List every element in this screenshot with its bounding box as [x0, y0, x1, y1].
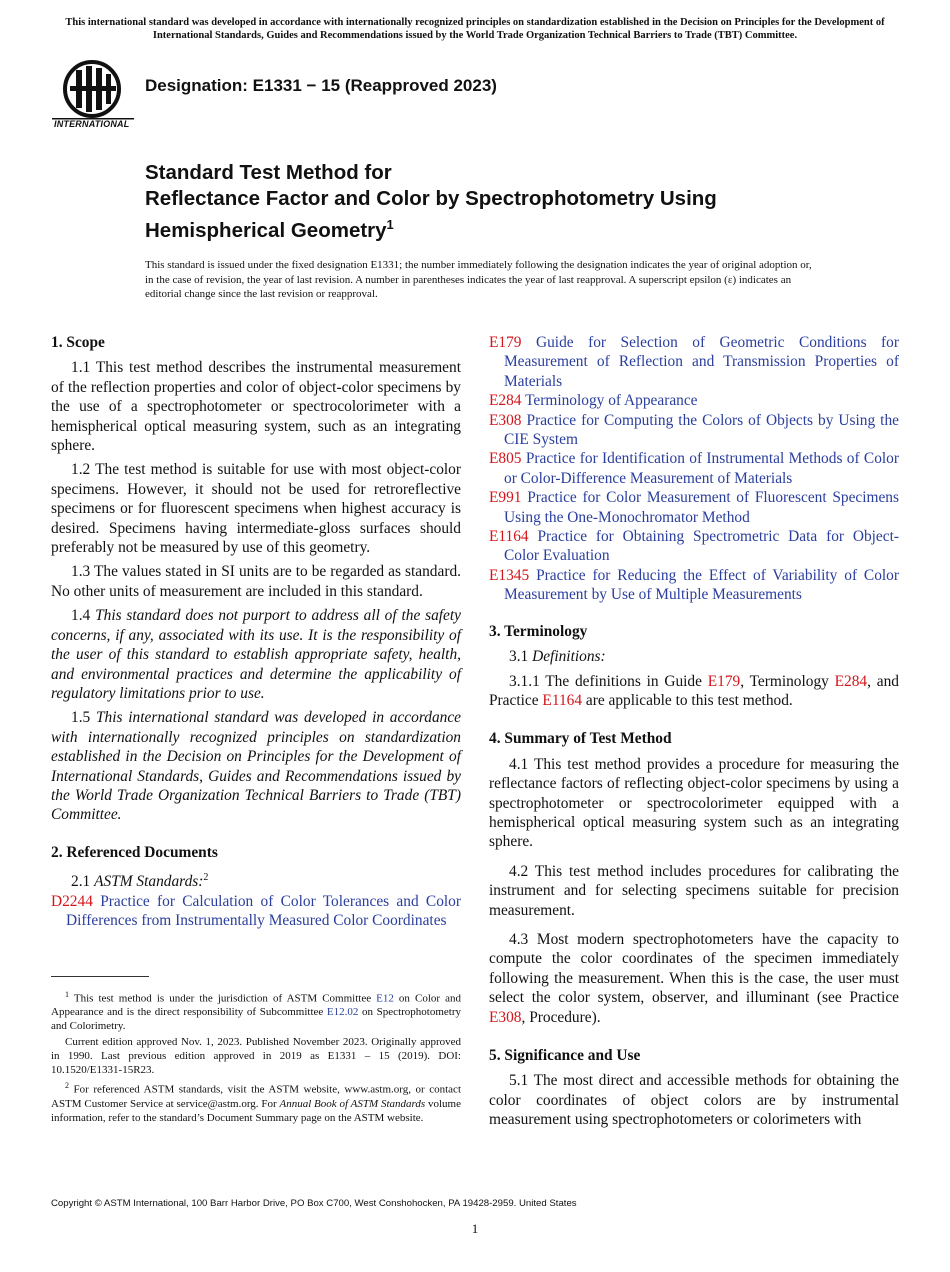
- paragraph-5-1: 5.1 The most direct and accessible methods for obtaining the color coordinates of object colors are by instrumental measurement using spectrophotometers or colorimeters with: [489, 1072, 899, 1129]
- document-title: [145, 160, 845, 244]
- reference-item[interactable]: [489, 411, 899, 450]
- paragraph-3-1-label: Definitions:: [532, 648, 606, 666]
- reference-link-e308[interactable]: E308: [489, 1008, 522, 1026]
- title-line-2: Reflectance Factor and Color by Spectrophotometry Using: [145, 187, 717, 210]
- right-column: [489, 333, 899, 1135]
- reference-title-link[interactable]: Practice for Color Measurement of Fluorescent Specimens Using the One-Monochromator Method: [504, 489, 899, 526]
- footnotes: [51, 988, 461, 1127]
- reference-code-link[interactable]: E308: [489, 411, 522, 429]
- reference-item[interactable]: [489, 391, 899, 410]
- reference-code-link[interactable]: E991: [489, 489, 522, 507]
- subcommittee-link-e12-02[interactable]: E12.02: [326, 1006, 359, 1019]
- paragraph-2-1-label: ASTM Standards:: [94, 873, 204, 891]
- section-heading-significance: 5. Significance and Use: [489, 1047, 641, 1064]
- reference-item[interactable]: [489, 449, 899, 488]
- footnote-2-mark: 2: [65, 1081, 69, 1091]
- astm-logo: [52, 56, 138, 134]
- reference-title-link[interactable]: Practice for Reducing the Effect of Variability of Color Measurement by Use of Multiple Measurements: [504, 566, 899, 604]
- designation: Designation: E1331 − 15 (Reapproved 2023): [145, 76, 497, 95]
- paragraph-1-4-num: 1.4: [71, 607, 91, 625]
- reference-title-link[interactable]: Terminology of Appearance: [525, 392, 698, 410]
- reference-code-link[interactable]: E1164: [489, 528, 529, 546]
- reference-title-link[interactable]: Practice for Calculation of Color Tolerances and Color Differences from Instrumentally Measured Color Coordinates: [66, 892, 461, 930]
- paragraph-4-3: 4.3 Most modern spectrophotometers have the capacity to compute the color coordinates of the specimen immediately following the measurement. When this is the case, the user must select the color system, observer, and illuminant (see Practice E308, Procedure).: [489, 930, 899, 1026]
- reference-title-link[interactable]: Practice for Identification of Instrumental Methods of Color or Color-Difference Measurement of Materials: [504, 450, 899, 487]
- top-notice: This international standard was developed in accordance with internationally recognized principles on standardization established in the Decision on Principles for the Development of International Standards, Guides and Recommendations issued by the World Trade Organization Technical Barriers to Trade (TBT) Committee.: [65, 17, 885, 41]
- reference-title-link[interactable]: Practice for Computing the Colors of Objects by Using the CIE System: [504, 411, 899, 449]
- paragraph-2-1: [51, 868, 461, 892]
- paragraph-1-5-num: 1.5: [71, 709, 91, 727]
- copyright-notice: Copyright © ASTM International, 100 Barr Harbor Drive, PO Box C700, West Conshohocken, PA 19428-2959. United States: [51, 1198, 577, 1209]
- paragraph-3-1: [489, 647, 899, 666]
- left-column: [51, 333, 461, 931]
- section-heading-referenced-documents: 2. Referenced Documents: [51, 843, 218, 861]
- paragraph-2-1-mark: 2: [203, 872, 209, 884]
- reference-link-e179[interactable]: E179: [707, 672, 741, 690]
- section-heading-scope: 1. Scope: [51, 334, 105, 351]
- footnote-divider: [51, 976, 149, 977]
- issue-note: This standard is issued under the fixed designation E1331; the number immediately following the designation indicates the year of original adoption or, in the case of revision, the year of last revision. A number in parentheses indicates the year of last reapproval. A superscript epsilon (ε) indicates an editorial change since the last revision or reapproval.: [145, 259, 812, 300]
- footnote-edition: Current edition approved Nov. 1, 2023. Published November 2023. Originally approved in 1990. Last previous edition approved in 2019 as E1331 – 15 (2019). DOI: 10.1520/E1331-15R23.: [51, 1036, 461, 1076]
- section-heading-summary: 4. Summary of Test Method: [489, 730, 672, 748]
- footnote-1: $^1$ This test method is under the jurisdiction of ASTM Committee E12 on Color and Appearance and is the direct responsibility of Subcommittee E12.02 on Spectrophotometry and Colorimetry.: [51, 990, 461, 1033]
- paragraph-1-4: [51, 606, 461, 703]
- reference-item[interactable]: [51, 892, 461, 931]
- reference-code-link[interactable]: E284: [489, 392, 522, 410]
- title-footnote-mark: 1: [386, 217, 394, 232]
- title-line-3: [145, 212, 845, 244]
- paragraph-3-1-num: 3.1: [509, 648, 529, 666]
- reference-code-link[interactable]: D2244: [51, 892, 93, 910]
- page-number: 1: [471, 1221, 479, 1236]
- paragraph-1-1: 1.1 This test method describes the instrumental measurement of the reflection properties and color of object-color specimens by the use of a spectrophotometer or spectrocolorimeter with a hemispherical optical measuring system, such as an integrating sphere.: [51, 359, 461, 455]
- paragraph-3-1-1: 3.1.1 The definitions in Guide E179, Terminology E284, and Practice E1164 are applicable to this test method.: [489, 672, 899, 709]
- reference-item[interactable]: [489, 333, 899, 391]
- reference-code-link[interactable]: E805: [489, 450, 522, 468]
- reference-item[interactable]: [489, 566, 899, 605]
- footnote-2: $^2$ For referenced ASTM standards, visit the ASTM website, www.astm.org, or contact ASTM Customer Service at service@astm.org. For Annual Book of ASTM Standards volume information, refer to the standard’s Document Summary page on the ASTM website.: [51, 1081, 461, 1124]
- section-heading-terminology: 3. Terminology: [489, 622, 588, 640]
- reference-link-e1164[interactable]: E1164: [542, 691, 583, 709]
- logo-text: INTERNATIONAL: [54, 119, 130, 129]
- reference-title-link[interactable]: Practice for Obtaining Spectrometric Data for Object-Color Evaluation: [504, 528, 899, 565]
- reference-code-link[interactable]: E1345: [489, 566, 530, 584]
- footnote-1-mark: 1: [65, 990, 69, 999]
- paragraph-1-4-text: This standard does not purport to address all of the safety concerns, if any, associated with its use. It is the responsibility of the user of this standard to establish appropriate safety, health, and environmental practices and determine the applicability of regulatory limitations prior to use.: [51, 607, 461, 702]
- paragraph-2-1-num: 2.1: [71, 873, 91, 891]
- reference-title-link[interactable]: Guide for Selection of Geometric Conditions for Measurement of Reflection and Transmission Properties of Materials: [504, 334, 899, 390]
- paragraph-1-2: 1.2 The test method is suitable for use with most object-color specimens. However, it should not be used for retroreflective specimens or for fluorescent specimens when highest accuracy is desired. Specimens having intermediate-gloss surfaces should preferably not be measured by use of this geometry.: [51, 461, 461, 557]
- reference-item[interactable]: [489, 488, 899, 527]
- committee-link-e12[interactable]: E12: [376, 992, 394, 1005]
- reference-link-e284[interactable]: E284: [834, 672, 868, 690]
- paragraph-1-5: [51, 708, 461, 824]
- reference-item[interactable]: [489, 527, 899, 566]
- paragraph-4-2: 4.2 This test method includes procedures for calibrating the instrument and for selecting specimens suitable for precision measurement.: [489, 862, 899, 919]
- title-line-3-text: Hemispherical Geometry: [145, 218, 387, 242]
- paragraph-1-3: 1.3 The values stated in SI units are to be regarded as standard. No other units of measurement are included in this standard.: [51, 563, 461, 600]
- title-line-1: Standard Test Method for: [145, 161, 392, 184]
- paragraph-4-1: 4.1 This test method provides a procedure for measuring the reflectance factors of reflecting object-color specimens by using a spectrophotometer or spectrocolorimeter equipped with a hemispherical optical measuring system such as an integrating sphere.: [489, 755, 899, 851]
- reference-code-link[interactable]: E179: [489, 334, 522, 351]
- paragraph-1-5-text: This international standard was developed in accordance with internationally recognized principles on standardization established in the Decision on Principles for the Development of International Standards, Guides and Recommendations issued by the World Trade Organization Technical Barriers to Trade (TBT) Committee.: [51, 709, 461, 824]
